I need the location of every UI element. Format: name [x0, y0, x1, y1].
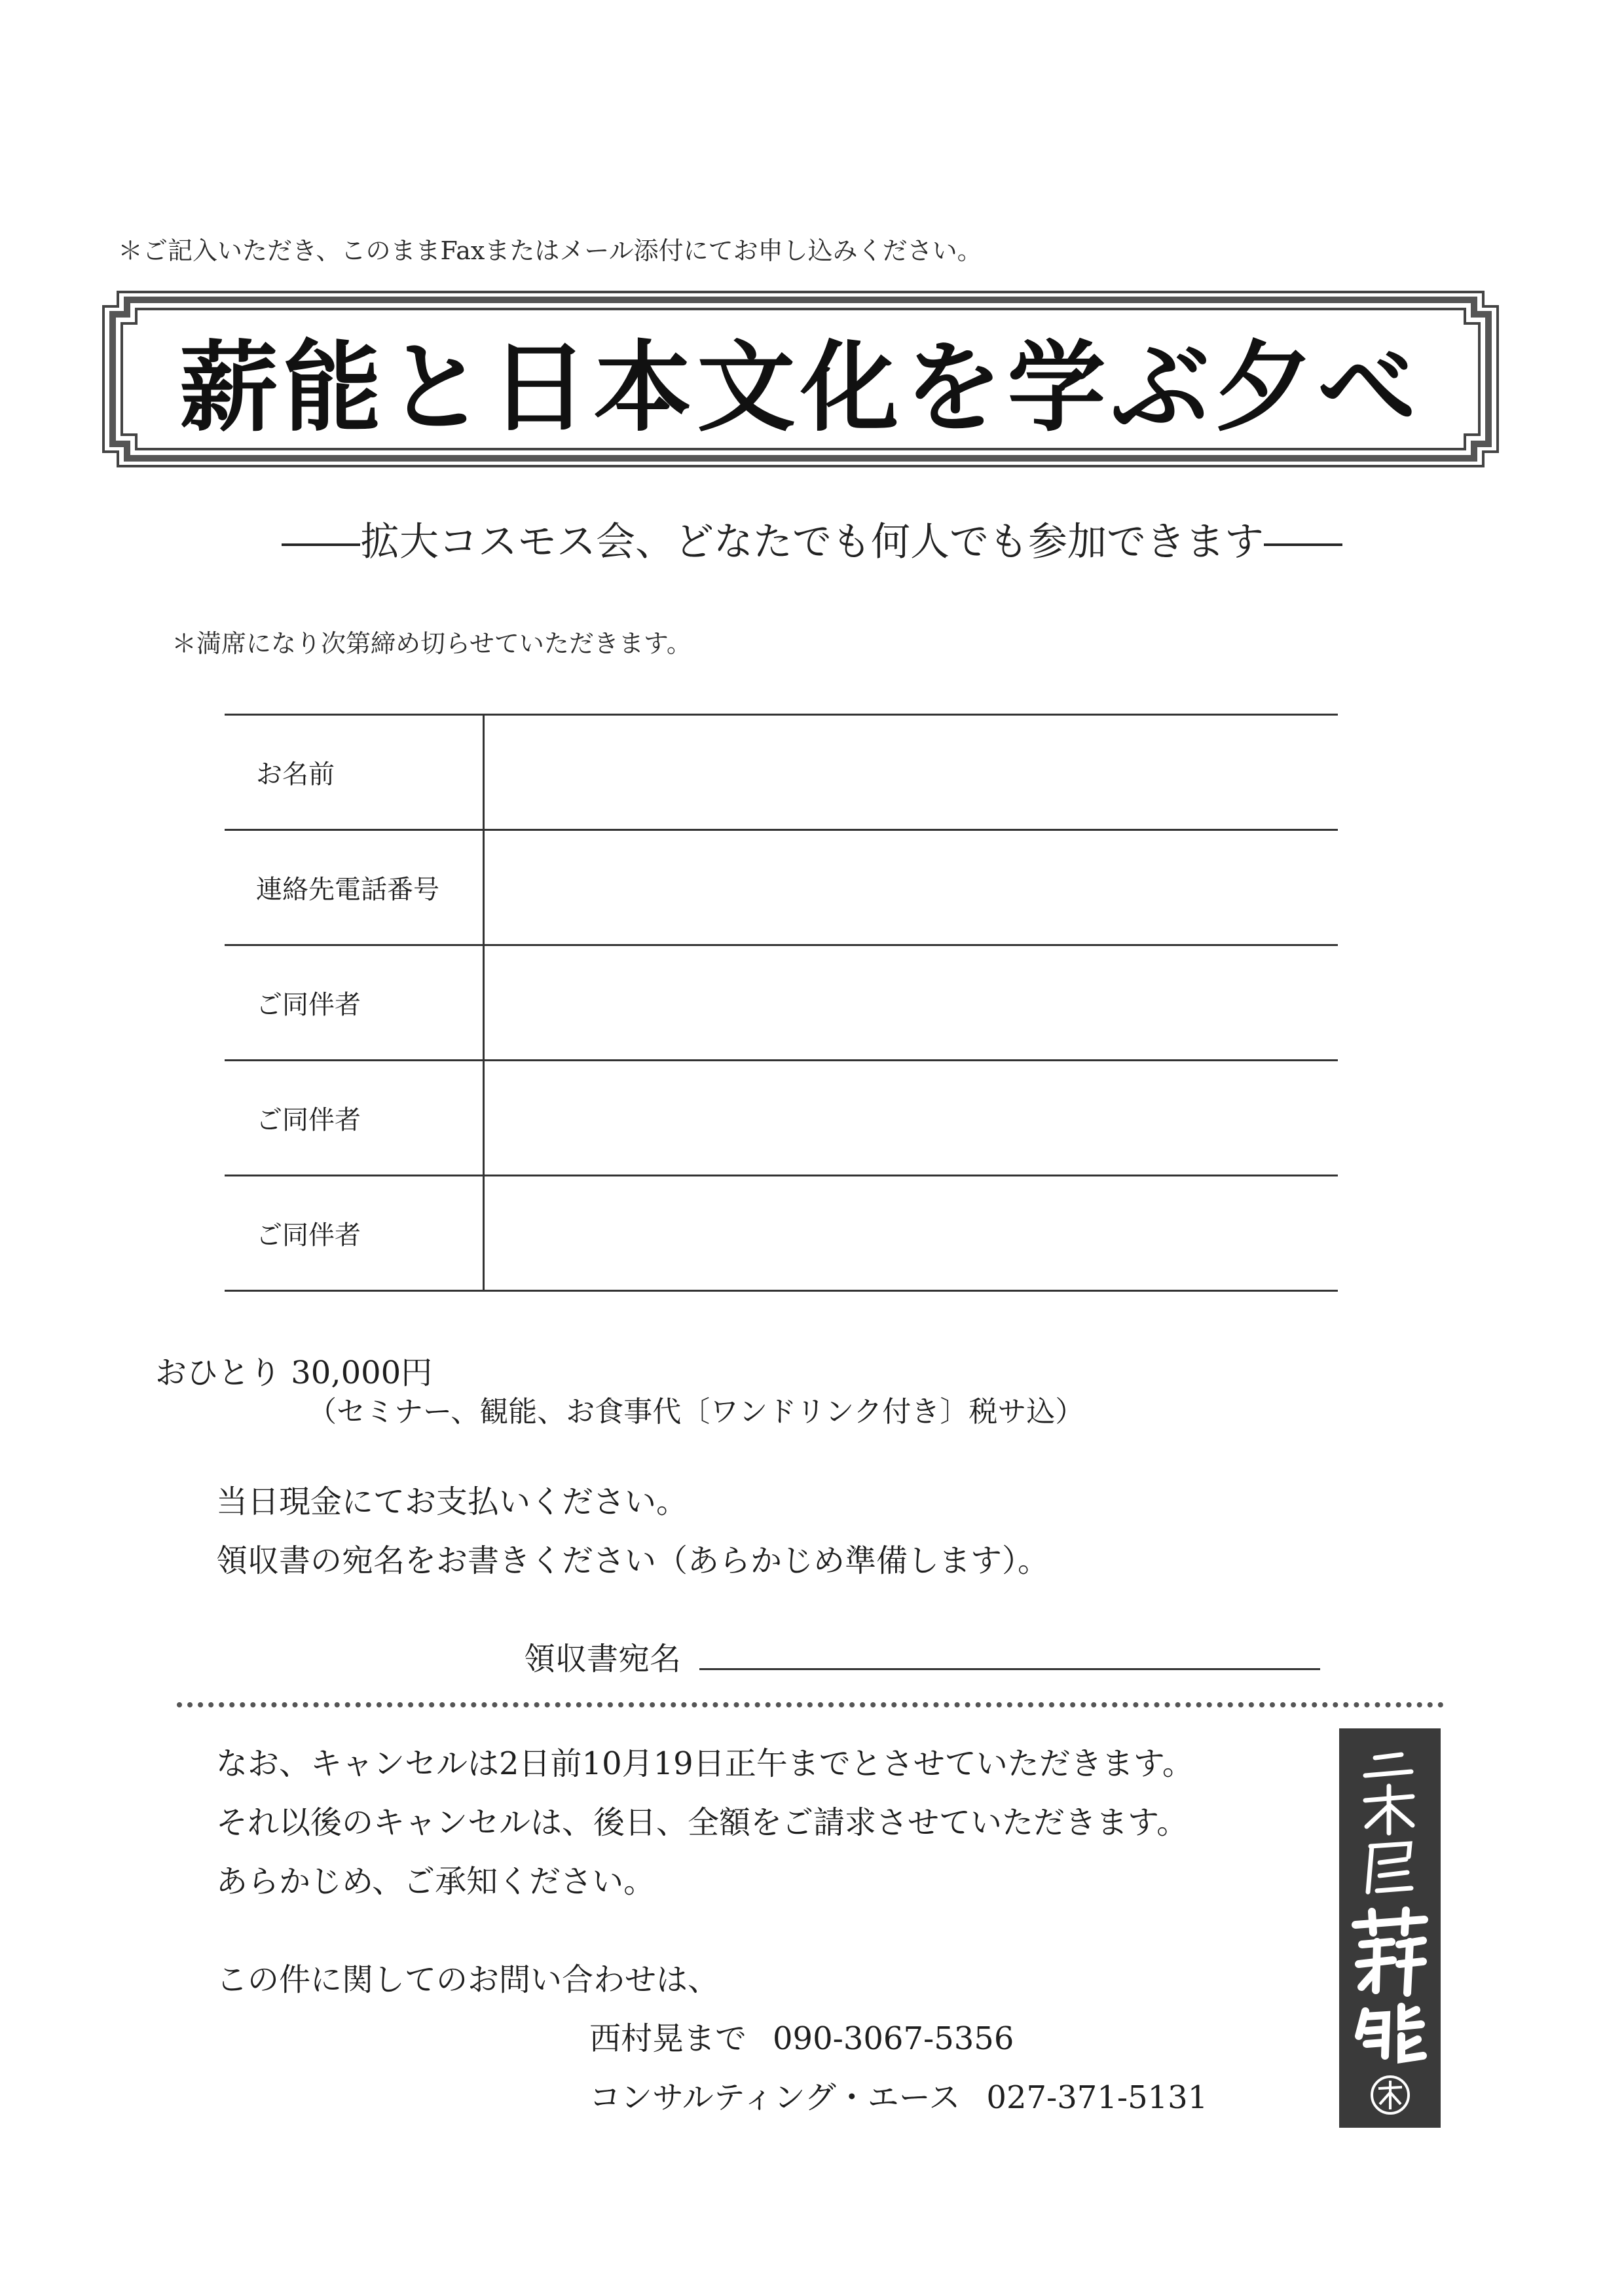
- dotted-divider: [177, 1702, 1444, 1707]
- contact-1-phone: 090-3067-5356: [773, 2020, 1014, 2057]
- cancel-policy-2: それ以後のキャンセルは、後日、全額をご請求させていただきます。: [216, 1804, 1189, 1841]
- capacity-note: ＊満席になり次第締め切らせていただきます。: [172, 629, 692, 658]
- form-row-name: [225, 715, 1338, 830]
- contact-2-name: コンサルティング・エース: [589, 2079, 961, 2116]
- calligraphy-logo-icon: [1339, 1728, 1441, 2128]
- instruction-note: ＊ご記入いただき、このままFaxまたはメール添付にてお申し込みください。: [118, 236, 982, 265]
- companion-label-3: ご同伴者: [225, 1176, 483, 1291]
- payment-instruction: 当日現金にてお支払いください。: [216, 1484, 688, 1520]
- receipt-instruction: 領収書の宛名をお書きください（あらかじめ準備します）。: [216, 1542, 1050, 1579]
- cancel-policy-1: なお、キャンセルは2日前10月19日正午までとさせていただきます。: [216, 1745, 1194, 1782]
- receipt-name-label: 領収書宛名: [524, 1641, 682, 1677]
- form-row-companion-3: [225, 1176, 1338, 1291]
- contact-2: [589, 2072, 1208, 2117]
- phone-field[interactable]: [483, 830, 1338, 945]
- price: おひとり 30,000円: [155, 1355, 433, 1391]
- companion-label-2: ご同伴者: [225, 1061, 483, 1176]
- companion-field-3[interactable]: [483, 1176, 1338, 1291]
- inquiry-intro: この件に関してのお問い合わせは、: [216, 1961, 720, 1998]
- takigi-noh-logo: [1339, 1728, 1441, 2128]
- contact-2-phone: 027-371-5131: [986, 2079, 1208, 2116]
- subtitle: ――拡大コスモス会、どなたでも何人でも参加できます――: [282, 519, 1342, 565]
- contact-1: [589, 2013, 1014, 2058]
- companion-label-1: ご同伴者: [225, 945, 483, 1061]
- form-row-companion-2: [225, 1061, 1338, 1176]
- title-frame: [98, 287, 1503, 471]
- page-title: 薪能と日本文化を学ぶ夕べ: [179, 331, 1422, 445]
- phone-label: 連絡先電話番号: [225, 830, 483, 945]
- contact-1-name: 西村晃まで: [589, 2020, 747, 2057]
- receipt-name-field[interactable]: [699, 1668, 1320, 1670]
- form-row-companion-1: [225, 945, 1338, 1061]
- cancel-policy-3: あらかじめ、ご承知ください。: [216, 1863, 655, 1900]
- companion-field-1[interactable]: [483, 945, 1338, 1061]
- companion-field-2[interactable]: [483, 1061, 1338, 1176]
- registration-form: [225, 714, 1338, 1292]
- price-includes: （セミナー、観能、お食事代〔ワンドリンク付き〕税サ込）: [308, 1395, 1084, 1429]
- form-row-phone: [225, 830, 1338, 945]
- name-field[interactable]: [483, 715, 1338, 830]
- name-label: お名前: [225, 715, 483, 830]
